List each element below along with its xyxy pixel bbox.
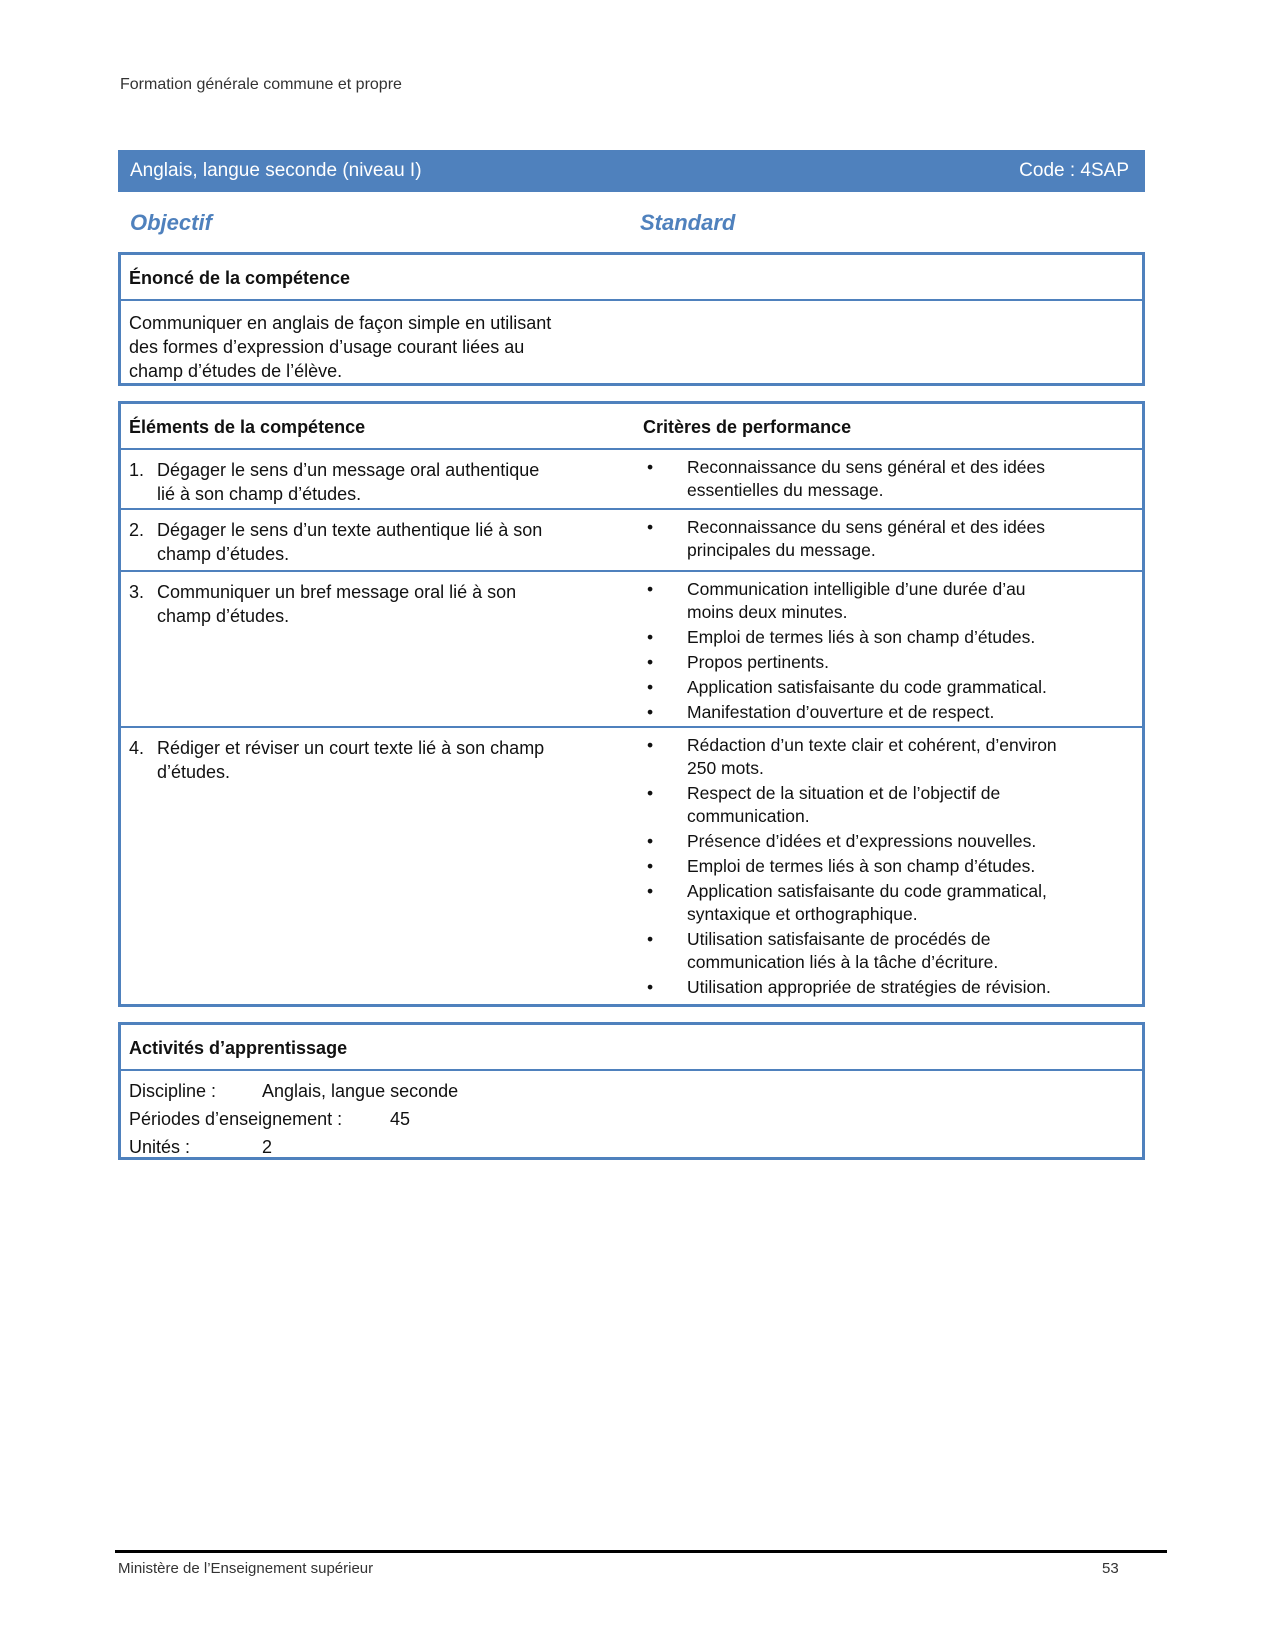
criteria-list <box>643 456 1133 504</box>
criterion-item <box>643 626 1133 649</box>
criteria-heading: Critères de performance <box>643 417 852 437</box>
element-number: 3. <box>129 582 145 602</box>
course-title: Anglais, langue seconde (niveau I) <box>130 160 422 181</box>
criteria-list <box>643 734 1133 1001</box>
criterion-item <box>643 651 1133 674</box>
elements-header <box>121 404 1142 450</box>
criterion-item <box>643 830 1133 853</box>
criterion-item <box>643 734 1133 780</box>
bullet-icon: • <box>647 783 654 803</box>
enonce-line: champ d’études de l’élève. <box>129 361 343 381</box>
criterion-item <box>643 516 1133 562</box>
criterion-line: syntaxique et orthographique. <box>687 904 918 924</box>
criteria-list <box>643 516 1133 564</box>
bullet-icon: • <box>647 677 654 697</box>
criterion-item <box>643 782 1133 828</box>
criterion-line: Respect de la situation et de l’objectif de <box>687 783 1001 803</box>
criterion-line: Manifestation d’ouverture et de respect. <box>687 702 995 722</box>
criterion-item <box>643 880 1133 926</box>
bullet-icon: • <box>647 977 654 997</box>
enonce-heading: Énoncé de la compétence <box>129 268 351 288</box>
footer-divider <box>115 1550 1167 1553</box>
criterion-item <box>643 456 1133 502</box>
criterion-line: Reconnaissance du sens général et des idées <box>687 517 1046 537</box>
discipline-line <box>129 1077 458 1105</box>
criterion-item <box>643 578 1133 624</box>
bullet-icon: • <box>647 831 654 851</box>
element-row-2 <box>121 510 1142 572</box>
element-line: Dégager le sens d’un message oral authentique <box>157 460 540 480</box>
criterion-line: Emploi de termes liés à son champ d’études. <box>687 856 1036 876</box>
elements-heading: Éléments de la compétence <box>129 417 366 437</box>
enonce-line: des formes d’expression d’usage courant liées au <box>129 337 525 357</box>
bullet-icon: • <box>647 457 654 477</box>
course-code: Code : 4SAP <box>1019 160 1129 181</box>
enonce-text <box>129 311 551 383</box>
element-line: Dégager le sens d’un texte authentique lié à son <box>157 520 543 540</box>
unites-line <box>129 1133 458 1161</box>
criterion-line: Présence d’idées et d’expressions nouvelles. <box>687 831 1037 851</box>
element-text <box>129 580 599 628</box>
bullet-icon: • <box>647 579 654 599</box>
bullet-icon: • <box>647 929 654 949</box>
criterion-item <box>643 928 1133 974</box>
unites-value: 2 <box>262 1137 273 1157</box>
page-number: 53 <box>1102 1560 1119 1577</box>
bullet-icon: • <box>647 881 654 901</box>
bullet-icon: • <box>647 627 654 647</box>
criterion-line: Application satisfaisante du code grammatical, <box>687 881 1047 901</box>
bullet-icon: • <box>647 517 654 537</box>
criterion-line: Propos pertinents. <box>687 652 830 672</box>
criterion-line: moins deux minutes. <box>687 602 848 622</box>
discipline-label: Discipline : <box>129 1081 217 1101</box>
criterion-line: principales du message. <box>687 540 876 560</box>
bullet-icon: • <box>647 652 654 672</box>
periodes-label: Périodes d’enseignement : <box>129 1109 343 1129</box>
criterion-line: 250 mots. <box>687 758 764 778</box>
element-text <box>129 518 599 566</box>
criterion-line: Rédaction d’un texte clair et cohérent, d’environ <box>687 735 1057 755</box>
criteria-list <box>643 578 1133 726</box>
bullet-icon: • <box>647 702 654 722</box>
bullet-icon: • <box>647 856 654 876</box>
element-line: Communiquer un bref message oral lié à son <box>157 582 517 602</box>
element-line: champ d’études. <box>157 606 290 626</box>
criterion-item <box>643 676 1133 699</box>
criterion-line: Communication intelligible d’une durée d’au <box>687 579 1026 599</box>
enonce-line: Communiquer en anglais de façon simple en utilisant <box>129 313 552 333</box>
periodes-line <box>129 1105 458 1133</box>
element-number: 2. <box>129 520 145 540</box>
elements-box <box>118 401 1145 1007</box>
periodes-value: 45 <box>390 1109 411 1129</box>
element-number: 1. <box>129 460 145 480</box>
activites-heading: Activités d’apprentissage <box>129 1038 348 1058</box>
element-line: lié à son champ d’études. <box>157 484 362 504</box>
discipline-value: Anglais, langue seconde <box>262 1081 459 1101</box>
criterion-line: Utilisation satisfaisante de procédés de <box>687 929 991 949</box>
criterion-line: communication liés à la tâche d’écriture. <box>687 952 999 972</box>
activites-box <box>118 1022 1145 1160</box>
enonce-row <box>121 301 1142 385</box>
criterion-line: communication. <box>687 806 810 826</box>
footer-ministry: Ministère de l’Enseignement supérieur <box>118 1560 374 1577</box>
element-number: 4. <box>129 738 145 758</box>
criterion-line: Utilisation appropriée de stratégies de révision. <box>687 977 1051 997</box>
criterion-item <box>643 976 1133 999</box>
activites-row <box>121 1071 1142 1159</box>
objectif-heading: Objectif <box>130 210 212 235</box>
unites-label: Unités : <box>129 1137 191 1157</box>
criterion-line: Emploi de termes liés à son champ d’études. <box>687 627 1036 647</box>
element-row-1 <box>121 450 1142 510</box>
criterion-item <box>643 855 1133 878</box>
criterion-item <box>643 701 1133 724</box>
program-heading: Formation générale commune et propre <box>120 76 402 93</box>
standard-heading: Standard <box>640 210 736 235</box>
activites-details <box>129 1077 458 1161</box>
element-text <box>129 736 599 784</box>
enonce-box <box>118 252 1145 386</box>
bullet-icon: • <box>647 735 654 755</box>
element-row-4 <box>121 728 1142 1006</box>
element-line: champ d’études. <box>157 544 290 564</box>
enonce-header <box>121 255 1142 301</box>
element-text <box>129 458 599 506</box>
activites-header <box>121 1025 1142 1071</box>
criterion-line: Reconnaissance du sens général et des idées <box>687 457 1046 477</box>
criterion-line: essentielles du message. <box>687 480 884 500</box>
element-line: Rédiger et réviser un court texte lié à son champ <box>157 738 545 758</box>
course-title-bar <box>118 150 1145 192</box>
element-row-3 <box>121 572 1142 728</box>
criterion-line: Application satisfaisante du code grammatical. <box>687 677 1047 697</box>
element-line: d’études. <box>157 762 231 782</box>
